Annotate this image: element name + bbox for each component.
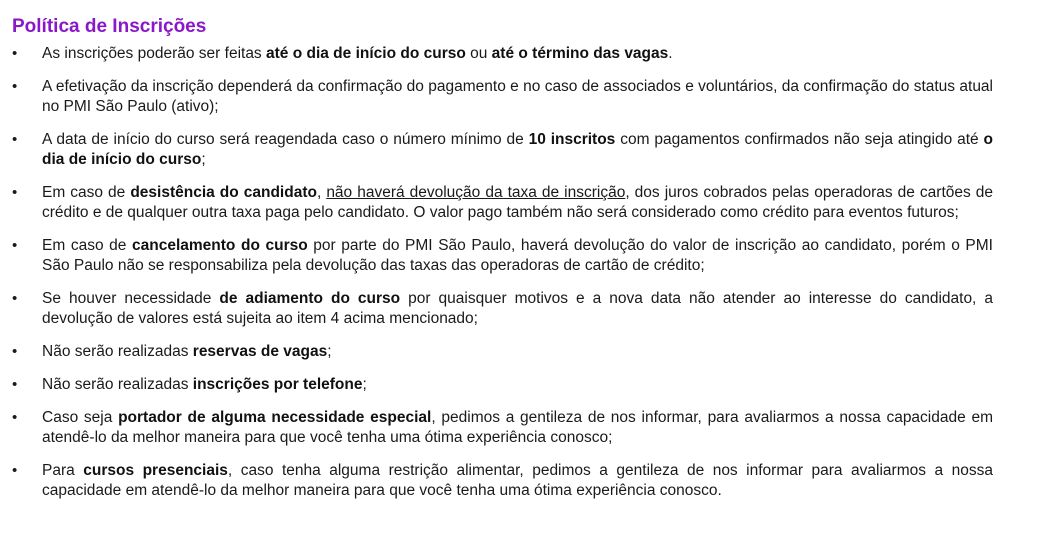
- policy-list: [12, 44, 993, 501]
- item-text: .: [668, 45, 673, 62]
- bold-text: até o término das vagas: [491, 45, 669, 62]
- item-text: Em caso de: [42, 184, 131, 201]
- bullet-icon: •: [12, 131, 18, 148]
- item-text: ;: [362, 376, 367, 393]
- list-item: [12, 236, 993, 276]
- list-item: [12, 375, 993, 395]
- bold-text: o dia de início do curso: [42, 131, 994, 168]
- item-text: por quaisquer motivos e a nova data não atender ao interesse do candidato, a devolução de valores está sujeita ao item 4 acima mencionado;: [42, 290, 993, 327]
- bullet-icon: •: [12, 409, 18, 426]
- bold-text: de adiamento do curso: [219, 290, 401, 307]
- item-text: , caso tenha alguma restrição alimentar, pedimos a gentileza de nos informar para avaliarmos a nossa capacidade em atendê-lo da melhor maneira para que você tenha uma ótima experiência conosco.: [42, 462, 993, 499]
- bold-text: inscrições por telefone: [192, 376, 363, 393]
- underlined-text: não haverá devolução da taxa de inscrição: [326, 184, 626, 201]
- bold-text: portador de alguma necessidade especial: [118, 409, 432, 426]
- bullet-icon: •: [12, 78, 18, 95]
- bold-text: até o dia de início do curso: [266, 45, 466, 62]
- bold-text: desistência do candidato: [130, 184, 317, 201]
- list-item: [12, 342, 993, 362]
- bullet-icon: •: [12, 290, 18, 307]
- bold-text: 10 inscritos: [528, 131, 616, 148]
- list-item: [12, 289, 993, 329]
- item-text: Caso seja: [42, 409, 119, 426]
- item-text: , pedimos a gentileza de nos informar, para avaliarmos a nossa capacidade em atendê-lo da melhor maneira para que você tenha uma ótima experiência conosco;: [42, 409, 993, 446]
- list-item: [12, 130, 993, 170]
- bullet-icon: •: [12, 343, 18, 360]
- item-text: Não serão realizadas: [42, 343, 193, 360]
- item-text: Não serão realizadas: [42, 376, 193, 393]
- bold-text: cancelamento do curso: [132, 237, 308, 254]
- item-text: A efetivação da inscrição dependerá da confirmação do pagamento e no caso de associados e voluntários, da confirmação do status atual no PMI São Paulo (ativo);: [42, 78, 993, 115]
- bullet-icon: •: [12, 462, 18, 479]
- list-item: [12, 44, 993, 64]
- list-item: [12, 408, 993, 448]
- item-text: As inscrições poderão ser feitas: [42, 45, 266, 62]
- item-text: Se houver necessidade: [42, 290, 220, 307]
- bullet-icon: •: [12, 237, 18, 254]
- item-text: A data de início do curso será reagendada caso o número mínimo de: [42, 131, 529, 148]
- item-text: ,: [316, 184, 327, 201]
- item-text: por parte do PMI São Paulo, haverá devolução do valor de inscrição ao candidato, porém o PMI São Paulo não se responsabiliza pela devolução das taxas das operadoras de cartão de crédito;: [42, 237, 993, 274]
- page-title: Política de Inscrições: [12, 16, 207, 37]
- list-item: [12, 461, 993, 501]
- item-text: com pagamentos confirmados não seja atingido até: [615, 131, 984, 148]
- item-text: Para: [42, 462, 84, 479]
- item-text: , dos juros cobrados pelas operadoras de cartões de crédito e de qualquer outra taxa paga pelo candidato. O valor pago também não será considerado como crédito para eventos futuros;: [42, 184, 994, 221]
- list-item: [12, 183, 993, 223]
- item-text: ;: [201, 151, 206, 168]
- item-text: ou: [465, 45, 492, 62]
- bullet-icon: •: [12, 376, 18, 393]
- bullet-icon: •: [12, 45, 18, 62]
- bold-text: cursos presenciais: [83, 462, 228, 479]
- item-text: ;: [327, 343, 332, 360]
- list-item: [12, 77, 993, 117]
- bullet-icon: •: [12, 184, 18, 201]
- item-text: Em caso de: [42, 237, 133, 254]
- bold-text: reservas de vagas: [192, 343, 328, 360]
